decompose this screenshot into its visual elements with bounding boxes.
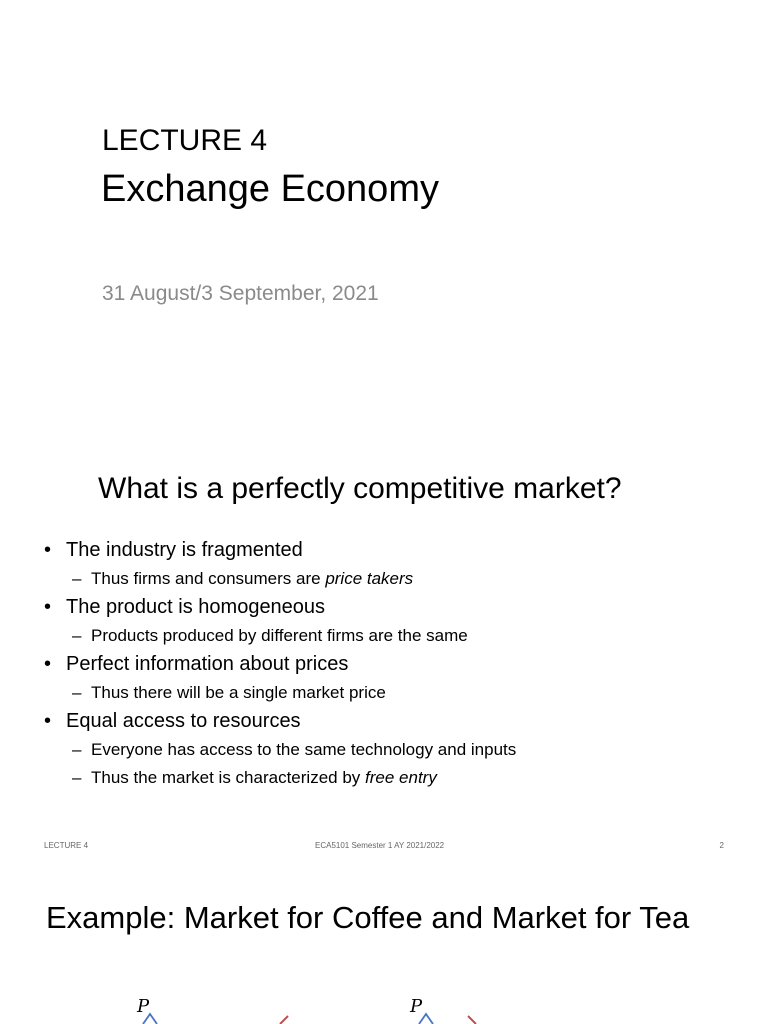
footer-lecture: LECTURE 4 (44, 841, 89, 850)
dash-icon: – (72, 569, 82, 588)
bullet-text: Perfect information about prices (66, 653, 349, 675)
bullet-dot-icon: • (44, 596, 52, 618)
sub-bullet-text: Thus there will be a single market price (91, 683, 386, 702)
bullet-text: The product is homogeneous (66, 596, 326, 618)
slide-heading: What is a perfectly competitive market? (98, 472, 622, 505)
example-heading: Example: Market for Coffee and Market for Tea (46, 900, 690, 935)
dash-icon: – (72, 683, 82, 702)
curve-fragment-left (280, 1016, 288, 1024)
slide-title: Exchange Economy (101, 168, 439, 210)
curve-fragment-right (468, 1016, 476, 1024)
lecture-label: LECTURE 4 (102, 124, 268, 157)
bullet-text: The industry is fragmented (66, 539, 303, 561)
emphasized-term: free entry (365, 768, 437, 787)
dash-icon: – (72, 626, 82, 645)
dash-icon: – (72, 768, 82, 787)
sub-bullet-text: Thus the market is characterized by (91, 768, 366, 787)
bullet-dot-icon: • (44, 539, 52, 561)
axis-label-p-right: P (410, 996, 423, 1017)
emphasized-term: price takers (325, 569, 414, 588)
bullet-text: Equal access to resources (66, 710, 301, 732)
bullet-dot-icon: • (44, 710, 52, 732)
bullet-dot-icon: • (44, 653, 52, 675)
sub-bullet-text: Products produced by different firms are the same (91, 626, 468, 645)
sub-bullet-text: Thus firms and consumers are (91, 569, 326, 588)
footer-page-number: 2 (719, 841, 724, 850)
sub-bullet-text: Everyone has access to the same technology and inputs (91, 740, 517, 759)
dash-icon: – (72, 740, 82, 759)
footer-course: ECA5101 Semester 1 AY 2021/2022 (315, 841, 445, 850)
lecture-date: 31 August/3 September, 2021 (102, 282, 379, 305)
axis-label-p-left: P (137, 996, 150, 1017)
